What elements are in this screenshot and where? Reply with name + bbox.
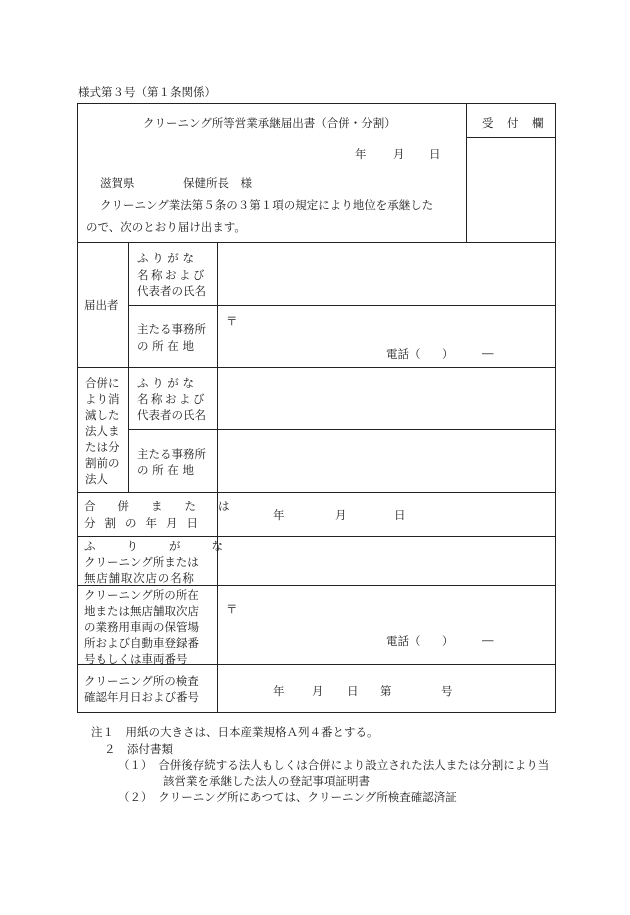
label-line: の 所 在 地 [137,339,194,353]
label-line: 名称および [137,268,207,282]
inspection-day: 日 [347,684,359,698]
label-line: 確認年月日および番号 [84,690,199,704]
date-year: 年 [355,147,367,161]
label-line: 合併または [84,499,252,513]
postal-mark: 〒 [226,314,238,328]
addressee-office: 保健所長 様 [183,176,252,190]
merger-year: 年 [273,508,285,522]
note-2-1-cont: 該営業を承継した法人の登記事項証明書 [163,774,370,788]
inspection-month: 月 [312,684,324,698]
merger-day: 日 [394,508,406,522]
label-line: 合併に [85,376,120,390]
label-line: 無店舗取次店の名称 [84,571,195,585]
label-line: ふりがな [84,539,254,553]
notifier-label: 届出者 [84,298,119,312]
date-day: 日 [429,147,441,161]
postal-mark: 〒 [226,602,238,616]
phone-label: 電話（ [386,347,421,361]
label-line: 代表者の氏名 [137,408,206,422]
date-month: 月 [393,147,405,161]
phone-dash: ― [482,346,494,360]
label-line: 法人 [85,472,108,486]
label-line: 滅した [85,408,120,422]
addressee-prefecture: 滋賀県 [100,176,135,190]
label-line: の 所 在 地 [137,463,194,477]
phone-label: 電話（ [386,634,421,648]
inspection-year: 年 [273,684,285,698]
label-line: 割前の [85,456,120,470]
label-line: 法人ま [85,424,120,438]
phone-close: ） [442,634,454,648]
label-line: の業務用車両の保管場 [84,620,199,634]
label-line: ふ り が な [137,376,194,390]
note-2-1: （１） 合併後存続する法人もしくは合併により設立された法人または分割により当 [118,758,550,772]
merger-month: 月 [335,508,347,522]
label-line: クリーニング所の所在 [84,588,199,602]
intro-line-2: ので、次のとおり届け出ます。 [86,220,246,234]
label-line: ふ り が な [137,251,194,265]
intro-line-1: クリーニング業法第５条の３第１項の規定により地位を承継した [100,198,434,212]
label-line: 主たる事務所 [137,322,206,336]
label-line: クリーニング所の検査 [84,674,199,688]
reception-label: 受 付 欄 [482,116,545,130]
note-1: 注１ 用紙の大きさは、日本産業規格Ａ列４番とする。 [91,725,379,739]
phone-dash: ― [482,633,494,647]
inspection-number-prefix: 第 [380,684,392,698]
label-line: 分割の年月日 [84,516,207,530]
label-line: 代表者の氏名 [137,284,206,298]
label-line: クリーニング所または [84,555,199,569]
label-line: たは分 [85,440,120,454]
note-2: ２ 添付書類 [104,742,173,756]
label-line: 名称および [137,392,207,406]
label-line: より消 [85,392,120,406]
note-2-2: （２） クリーニング所にあつては、クリーニング所検査確認済証 [118,790,457,804]
inspection-number-suffix: 号 [441,684,453,698]
label-line: 所および自動車登録番 [84,636,199,650]
label-line: 主たる事務所 [137,447,206,461]
form-number: 様式第３号（第１条関係） [78,85,216,99]
label-line: 地または無店舗取次店 [84,604,199,618]
label-line: 号もしくは車両番号 [84,652,188,666]
phone-close: ） [442,347,454,361]
form-title: クリーニング所等営業承継届出書（合併・分割） [143,116,396,130]
